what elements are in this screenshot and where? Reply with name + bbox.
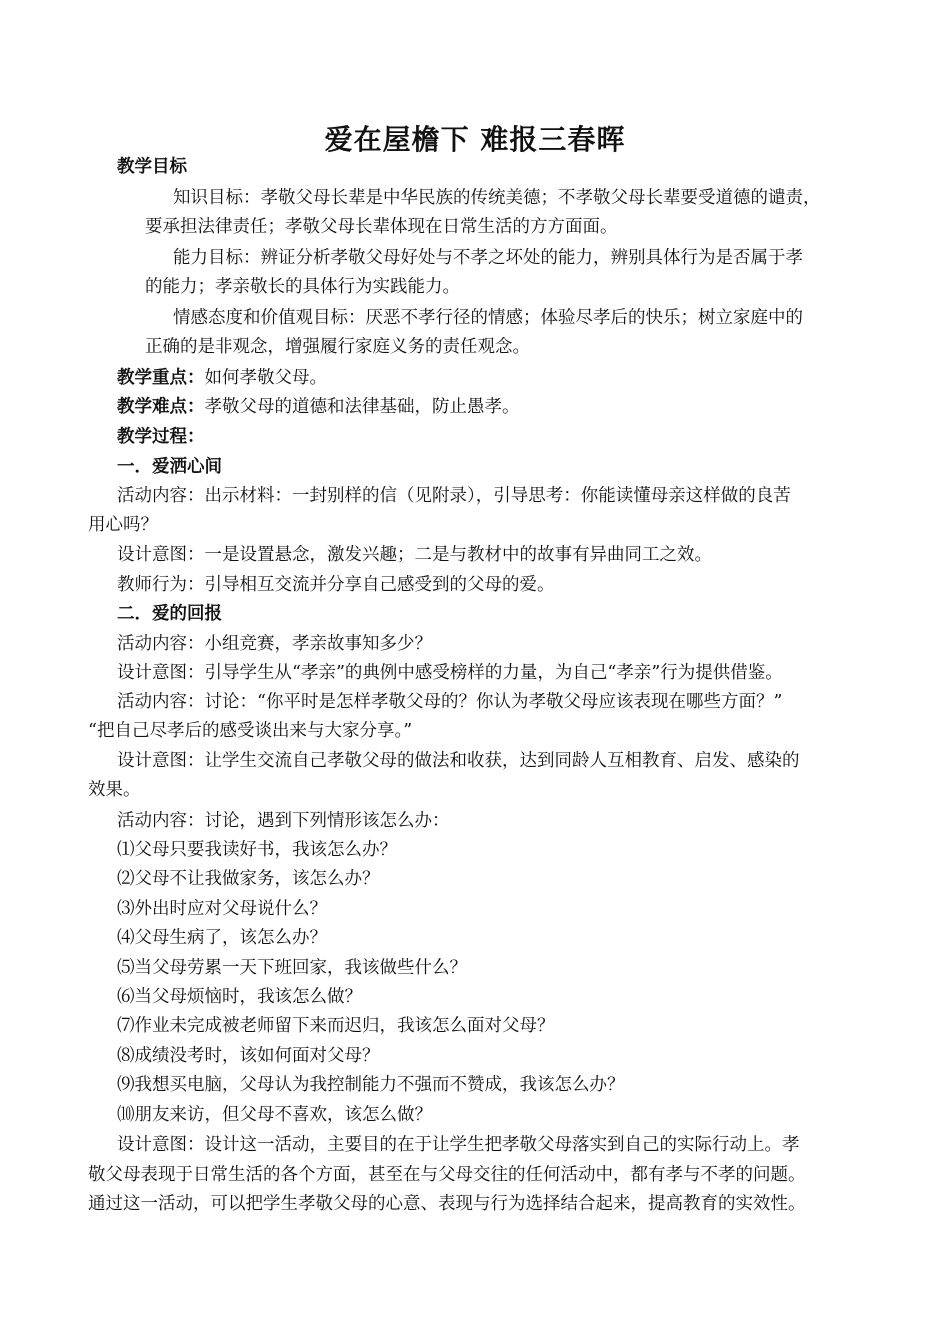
knowledge-objective-line1: 知识目标：孝敬父母长辈是中华民族的传统美德；不孝敬父母长辈要受道德的谴责， [173,188,821,208]
list-item: ⑹当父母烦恼时，我该怎么做？ [117,987,362,1007]
difficulty-line [117,395,520,419]
key-point-line [117,366,327,390]
s2-design2-line2: 效果。 [88,780,141,800]
s1-activity-line2: 用心吗？ [88,515,158,535]
s1-design-intent: 设计意图：一是设置悬念，激发兴趣；二是与教材中的故事有异曲同工之效。 [117,545,712,565]
s2-activity1: 活动内容：小组竞赛，孝亲故事知多少？ [117,634,432,654]
emotion-objective-line1: 情感态度和价值观目标：厌恶不孝行径的情感；体验尽孝后的快乐；树立家庭中的 [173,308,803,328]
process-heading: 教学过程： [117,427,205,447]
list-item: ⑼我想买电脑，父母认为我控制能力不强而不赞成，我该怎么办？ [117,1075,625,1095]
difficulty-text: 孝敬父母的道德和法律基础，防止愚孝。 [204,397,520,417]
difficulty-label: 教学难点： [117,397,205,417]
document-title: 爱在屋檐下 难报三春晖 [324,123,626,156]
list-item: ⑽朋友来访，但父母不喜欢，该怎么做？ [117,1105,432,1125]
key-point-text: 如何孝敬父母。 [204,368,327,388]
knowledge-objective-line2: 要承担法律责任；孝敬父母长辈体现在日常生活的方方面面。 [145,217,618,237]
ability-objective-line2: 的能力；孝亲敬长的具体行为实践能力。 [145,277,460,297]
s2-activity3: 活动内容：讨论，遇到下列情形该怎么办： [117,811,450,831]
s2-design3-line2: 敬父母表现于日常生活的各个方面，甚至在与父母交往的任何活动中，都有孝与不孝的问题。 [88,1165,806,1185]
list-item: ⑻成绩没考时，该如何面对父母？ [117,1046,380,1066]
s2-activity2-line2: “把自己尽孝后的感受谈出来与大家分享。” [88,721,413,741]
section1-heading: 一．爱洒心间 [117,457,222,477]
list-item: ⑷父母生病了，该怎么办？ [117,928,327,948]
section2-heading: 二．爱的回报 [117,604,222,624]
s1-activity-line1: 活动内容：出示材料：一封别样的信（见附录），引导思考：你能读懂母亲这样做的良苦 [117,486,791,506]
s2-design1: 设计意图：引导学生从“孝亲”的典例中感受榜样的力量，为自己“孝亲”行为提供借鉴。 [117,663,783,683]
emotion-objective-line2: 正确的是非观念，增强履行家庭义务的责任观念。 [145,337,530,357]
s2-design3-line3: 通过这一活动，可以把学生孝敬父母的心意、表现与行为选择结合起来，提高教育的实效性。 [88,1194,806,1214]
list-item: ⑸当父母劳累一天下班回家，我该做些什么？ [117,958,467,978]
s2-activity2-line1: 活动内容：讨论：“你平时是怎样孝敬父母的？你认为孝敬父母应该表现在哪些方面？” [117,692,783,712]
s2-design2-line1: 设计意图：让学生交流自己孝敬父母的做法和收获，达到同龄人互相教育、启发、感染的 [117,751,800,771]
s1-teacher-behavior: 教师行为：引导相互交流并分享自己感受到的父母的爱。 [117,575,555,595]
list-item: ⑺作业未完成被老师留下来而迟归，我该怎么面对父母？ [117,1016,555,1036]
list-item: ⑶外出时应对父母说什么？ [117,899,327,919]
ability-objective-line1: 能力目标：辨证分析孝敬父母好处与不孝之坏处的能力，辨别具体行为是否属于孝 [173,248,803,268]
list-item: ⑵父母不让我做家务，该怎么办？ [117,869,380,889]
list-item: ⑴父母只要我读好书，我该怎么办？ [117,840,397,860]
s2-design3-line1: 设计意图：设计这一活动，主要目的在于让学生把孝敬父母落实到自己的实际行动上。孝 [117,1135,800,1155]
key-point-label: 教学重点： [117,368,205,388]
objectives-heading: 教学目标 [117,157,187,177]
